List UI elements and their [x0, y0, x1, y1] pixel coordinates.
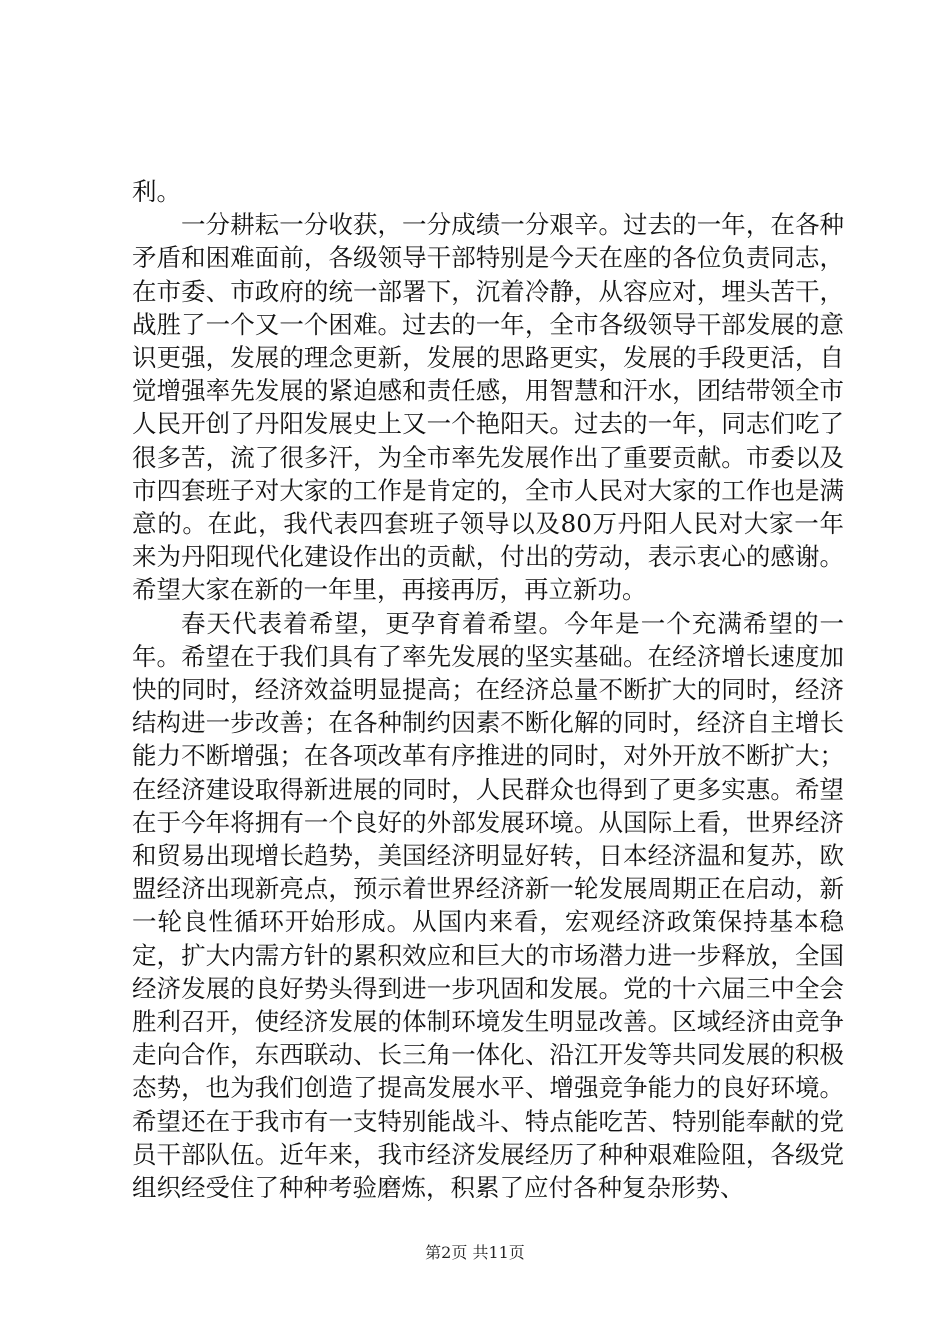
document-body [132, 175, 844, 1204]
paragraph-continuation: 利。 [132, 177, 181, 206]
page-number-footer: 第2页 共11页 [425, 1243, 525, 1262]
paragraph: 一分耕耘一分收获，一分成绩一分艰辛。过去的一年，在各种矛盾和困难面前，各级领导干部特别是今天在座的各位负责同志，在市委、市政府的统一部署下，沉着冷静，从容应对，埋头苦干，战胜了一个又一个困难。过去的一年，全市各级领导干部发展的意识更强，发展的理念更新，发展的思路更实，发展的手段更活，自觉增强率先发展的紧迫感和责任感，用智慧和汗水，团结带领全市人民开创了丹阳发展史上又一个艳阳天。过去的一年，同志们吃了很多苦，流了很多汗，为全市率先发展作出了重要贡献。市委以及市四套班子对大家的工作是肯定的，全市人民对大家的工作也是满意的。在此，我代表四套班子领导以及80万丹阳人民对大家一年来为丹阳现代化建设作出的贡献，付出的劳动，表示衷心的感谢。希望大家在新的一年里，再接再厉，再立新功。 [132, 210, 844, 605]
paragraph: 春天代表着希望，更孕育着希望。今年是一个充满希望的一年。希望在于我们具有了率先发展的坚实基础。在经济增长速度加快的同时，经济效益明显提高；在经济总量不断扩大的同时，经济结构进一步改善；在各种制约因素不断化解的同时，经济自主增长能力不断增强；在各项改革有序推进的同时，对外开放不断扩大；在经济建设取得新进展的同时，人民群众也得到了更多实惠。希望在于今年将拥有一个良好的外部发展环境。从国际上看，世界经济和贸易出现增长趋势，美国经济明显好转，日本经济温和复苏，欧盟经济出现新亮点，预示着世界经济新一轮发展周期正在启动，新一轮良性循环开始形成。从国内来看，宏观经济政策保持基本稳定，扩大内需方针的累积效应和巨大的市场潜力进一步释放，全国经济发展的良好势头得到进一步巩固和发展。党的十六届三中全会胜利召开，使经济发展的体制环境发生明显改善。区域经济由竞争走向合作，东西联动、长三角一体化、沿江开发等共同发展的积极态势，也为我们创造了提高发展水平、增强竞争能力的良好环境。希望还在于我市有一支特别能战斗、特点能吃苦、特别能奉献的党员干部队伍。近年来，我市经济发展经历了种种艰难险阻，各级党组织经受住了种种考验磨炼，积累了应付各种复杂形势、 [132, 608, 844, 1203]
